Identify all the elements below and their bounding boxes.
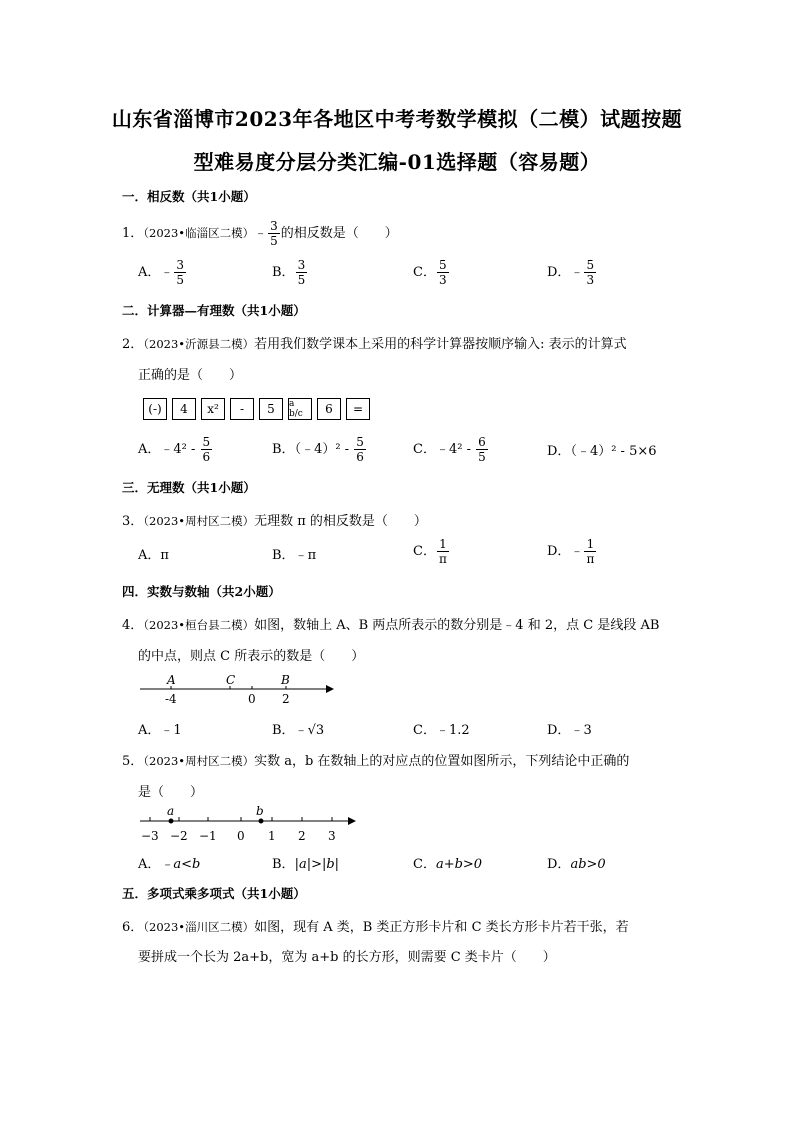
q5-option-d[interactable]: D．ab>0 [547, 857, 606, 872]
q2-option-c[interactable]: C．﹣4² - $\frac{6}{5}$ [413, 435, 486, 464]
axis-tick-0: 0 [248, 692, 256, 706]
number-line-q5 [138, 803, 360, 845]
point-label-a: a [167, 804, 175, 818]
section-heading-5: 五．多项式乘多项式（共1小题） [122, 886, 306, 901]
key-fraction: a b/c [288, 398, 312, 420]
question-4: 4．（2023•桓台县二模）如图，数轴上 A、B 两点所表示的数分别是﹣4 和 2，点 C 是线段 AB [122, 618, 660, 633]
question-text: 的相反数是（ ） [280, 226, 398, 241]
svg-text:−1: −1 [199, 829, 217, 843]
svg-text:−3: −3 [141, 829, 159, 843]
question-2-cont: 正确的是（ ） [138, 368, 243, 383]
section-heading-4: 四．实数与数轴（共2小题） [122, 584, 281, 599]
q3-option-c[interactable]: C． $\frac{1}{\pi}$ [413, 537, 447, 566]
key-square: x² [201, 398, 225, 420]
key-equals: = [346, 398, 370, 420]
question-2: 2．（2023•沂源县二模）若用我们数学课本上采用的科学计算器按顺序输入: 表示的计算式 [122, 337, 627, 352]
question-6-cont: 要拼成一个长为 2a+b，宽为 a+b 的长方形，则需要 C 类卡片（ ） [138, 950, 556, 965]
question-3: 3．（2023•周村区二模）无理数 π 的相反数是（ ） [122, 514, 427, 529]
q2-option-b[interactable]: B．（﹣4）² - $\frac{5}{6}$ [272, 435, 364, 464]
section-heading-3: 三．无理数（共1小题） [122, 480, 256, 495]
q5-option-a[interactable]: A．﹣a<b [138, 857, 201, 872]
q3-option-d[interactable]: D．﹣ $\frac{1}{\pi}$ [547, 537, 595, 566]
svg-text:3: 3 [328, 829, 336, 843]
axis-label-a: A [167, 673, 176, 687]
axis-tick-2: 2 [282, 692, 290, 706]
key-4: 4 [172, 398, 196, 420]
section-heading-2: 二．计算器—有理数（共1小题） [122, 303, 306, 318]
page-title-line2: 型难易度分层分类汇编-01选择题（容易题） [193, 150, 601, 174]
svg-text:1: 1 [268, 829, 276, 843]
fraction: $\frac{3}{5}$ [270, 219, 278, 248]
q5-option-b[interactable]: B．|a|>|b| [272, 857, 340, 872]
svg-text:−2: −2 [170, 829, 188, 843]
question-5-cont: 是（ ） [138, 785, 204, 800]
q4-option-a[interactable]: A．﹣1 [138, 723, 182, 738]
question-source: （2023•临淄区二模） [143, 226, 255, 240]
svg-text:0: 0 [237, 829, 245, 843]
q1-option-b[interactable]: B． $\frac{3}{5}$ [272, 258, 306, 287]
axis-label-c: C [226, 673, 236, 687]
q4-option-d[interactable]: D．﹣3 [547, 723, 592, 738]
q4-option-c[interactable]: C．﹣1.2 [413, 723, 470, 738]
q3-option-a[interactable]: A．π [138, 548, 169, 563]
page-title-line1: 山东省淄博市2023年各地区中考考数学模拟（二模）试题按题 [111, 107, 683, 131]
key-minus: - [230, 398, 254, 420]
question-4-cont: 的中点，则点 C 所表示的数是（ ） [138, 649, 365, 664]
key-5: 5 [259, 398, 283, 420]
svg-text:2: 2 [298, 829, 306, 843]
section-heading-1: 一．相反数（共1小题） [122, 189, 256, 204]
q1-option-c[interactable]: C． $\frac{5}{3}$ [413, 258, 447, 287]
key-6: 6 [317, 398, 341, 420]
q1-option-d[interactable]: D．﹣ $\frac{5}{3}$ [547, 258, 595, 287]
q5-option-c[interactable]: C．a+b>0 [413, 857, 483, 872]
axis-tick-neg4: -4 [165, 692, 177, 706]
q2-option-d[interactable]: D．（﹣4）² - 5×6 [547, 444, 657, 459]
point-label-b: b [256, 804, 264, 818]
q3-option-b[interactable]: B．﹣π [272, 548, 317, 563]
q1-option-a[interactable]: A．﹣ $\frac{3}{5}$ [138, 258, 185, 287]
key-negative: (-) [143, 398, 167, 420]
question-5: 5．（2023•周村区二模）实数 a，b 在数轴上的对应点的位置如图所示，下列结论中正确的 [122, 754, 630, 769]
minus-sign: ﹣ [254, 226, 268, 241]
axis-label-b: B [281, 673, 290, 687]
question-number: 1． [122, 226, 144, 241]
q2-option-a[interactable]: A．﹣4² - $\frac{5}{6}$ [138, 435, 211, 464]
number-line-q4 [138, 670, 338, 708]
q4-option-b[interactable]: B．﹣√3 [272, 723, 325, 738]
question-1 [122, 219, 398, 248]
calculator-key-sequence [143, 398, 370, 420]
question-6: 6．（2023•淄川区二模）如图，现有 A 类，B 类正方形卡片和 C 类长方形卡片若干张，若 [122, 920, 629, 935]
